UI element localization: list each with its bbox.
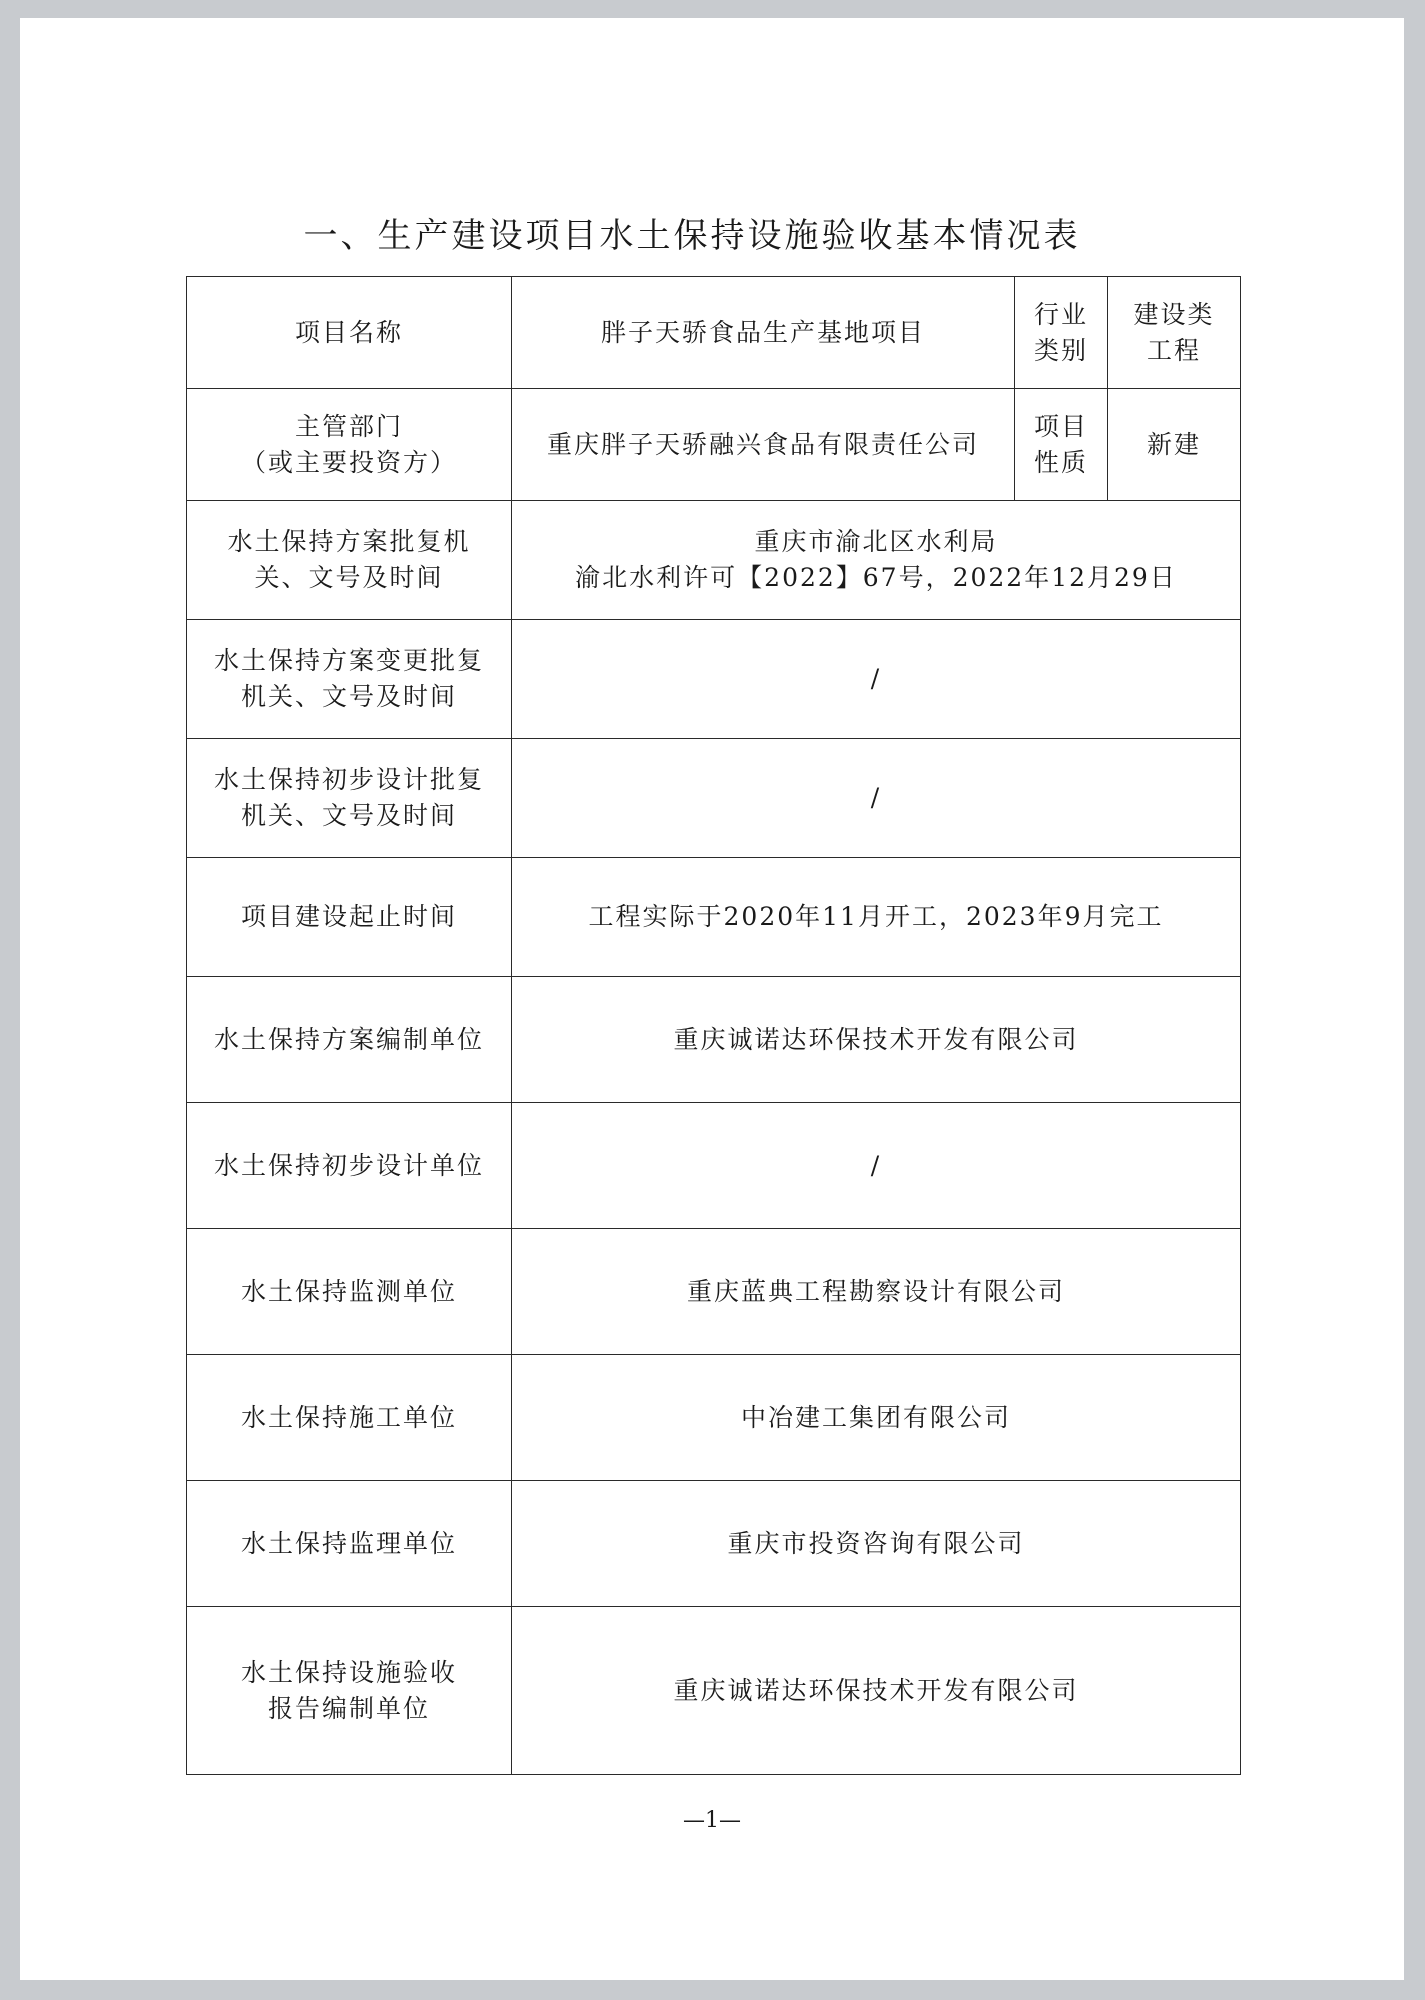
value-cell: 重庆诚诺达环保技术开发有限公司 [512,1607,1241,1775]
basic-info-table [186,276,1241,1775]
label-cell: 项目名称 [187,277,512,389]
table-row [187,977,1241,1103]
value-cell: 重庆市渝北区水利局 渝北水利许可【2022】67号，2022年12月29日 [512,501,1241,620]
label-cell: 水土保持设施验收 报告编制单位 [187,1607,512,1775]
value-cell: 中冶建工集团有限公司 [512,1355,1241,1481]
table-row [187,739,1241,858]
label-cell: 水土保持初步设计单位 [187,1103,512,1229]
label-cell: 项目建设起止时间 [187,858,512,977]
value-cell: 工程实际于2020年11月开工，2023年9月完工 [512,858,1241,977]
page-number: —1— [683,1808,741,1833]
table-row [187,620,1241,739]
page-title: 一、生产建设项目水土保持设施验收基本情况表 [303,216,1081,256]
label-cell: 水土保持初步设计批复 机关、文号及时间 [187,739,512,858]
label-cell: 水土保持施工单位 [187,1355,512,1481]
label-cell: 水土保持监理单位 [187,1481,512,1607]
label-cell: 水土保持方案变更批复 机关、文号及时间 [187,620,512,739]
label-cell: 主管部门 （或主要投资方） [187,389,512,501]
table-row [187,858,1241,977]
value-cell: 建设类 工程 [1108,277,1241,389]
table-row [187,1229,1241,1355]
label-cell: 水土保持方案批复机 关、文号及时间 [187,501,512,620]
table-row [187,501,1241,620]
label-cell: 水土保持监测单位 [187,1229,512,1355]
value-cell: 重庆诚诺达环保技术开发有限公司 [512,977,1241,1103]
value-cell: / [512,739,1241,858]
table-row [187,277,1241,389]
table-row [187,1355,1241,1481]
label-cell: 行业 类别 [1015,277,1108,389]
value-cell: 胖子天骄食品生产基地项目 [512,277,1015,389]
table-row [187,1103,1241,1229]
value-cell: 重庆蓝典工程勘察设计有限公司 [512,1229,1241,1355]
value-cell: 重庆市投资咨询有限公司 [512,1481,1241,1607]
value-cell: / [512,620,1241,739]
label-cell: 项目 性质 [1015,389,1108,501]
table-row [187,1607,1241,1775]
value-cell: 新建 [1108,389,1241,501]
table-row [187,1481,1241,1607]
table-row [187,389,1241,501]
label-cell: 水土保持方案编制单位 [187,977,512,1103]
value-cell: / [512,1103,1241,1229]
document-page [20,18,1404,1980]
value-cell: 重庆胖子天骄融兴食品有限责任公司 [512,389,1015,501]
